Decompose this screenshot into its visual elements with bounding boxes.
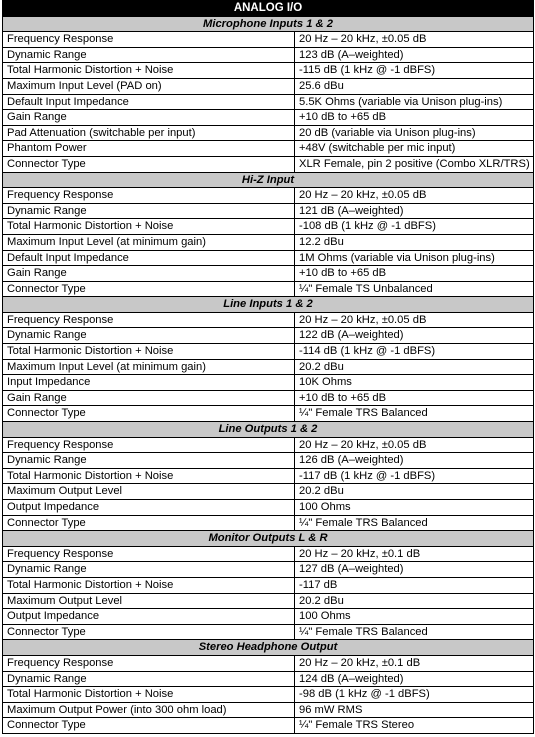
spec-value: -117 dB	[295, 577, 534, 593]
spec-label: Frequency Response	[3, 312, 295, 328]
spec-value: 12.2 dBu	[295, 234, 534, 250]
table-row	[3, 110, 534, 126]
spec-label: Total Harmonic Distortion + Noise	[3, 219, 295, 235]
spec-label: Default Input Impedance	[3, 250, 295, 266]
spec-label: Dynamic Range	[3, 453, 295, 469]
section-header-row	[3, 297, 534, 313]
table-row	[3, 577, 534, 593]
table-row	[3, 344, 534, 360]
table-row	[3, 250, 534, 266]
spec-value: ¼" Female TS Unbalanced	[295, 281, 534, 297]
spec-value: 25.6 dBu	[295, 78, 534, 94]
table-row	[3, 359, 534, 375]
spec-label: Phantom Power	[3, 141, 295, 157]
table-row	[3, 203, 534, 219]
spec-label: Frequency Response	[3, 188, 295, 204]
table-row	[3, 468, 534, 484]
spec-label: Dynamic Range	[3, 328, 295, 344]
spec-label: Maximum Output Level	[3, 593, 295, 609]
spec-label: Output Impedance	[3, 500, 295, 516]
table-row	[3, 702, 534, 718]
section-title: Microphone Inputs 1 & 2	[3, 16, 534, 32]
spec-label: Dynamic Range	[3, 47, 295, 63]
spec-value: ¼" Female TRS Stereo	[295, 718, 534, 734]
spec-label: Total Harmonic Distortion + Noise	[3, 344, 295, 360]
spec-label: Gain Range	[3, 266, 295, 282]
spec-label: Frequency Response	[3, 32, 295, 48]
spec-value: 20 Hz – 20 kHz, ±0.05 dB	[295, 188, 534, 204]
spec-label: Maximum Output Power (into 300 ohm load)	[3, 702, 295, 718]
spec-value: +10 dB to +65 dB	[295, 110, 534, 126]
spec-label: Gain Range	[3, 110, 295, 126]
spec-value: +10 dB to +65 dB	[295, 266, 534, 282]
spec-value: 5.5K Ohms (variable via Unison plug-ins)	[295, 94, 534, 110]
spec-value: 127 dB (A–weighted)	[295, 562, 534, 578]
table-row	[3, 624, 534, 640]
section-title: Line Outputs 1 & 2	[3, 422, 534, 438]
spec-value: 20.2 dBu	[295, 593, 534, 609]
table-row	[3, 515, 534, 531]
section-header-row	[3, 172, 534, 188]
spec-label: Gain Range	[3, 390, 295, 406]
spec-label: Frequency Response	[3, 437, 295, 453]
section-header-row	[3, 422, 534, 438]
table-row	[3, 437, 534, 453]
spec-value: 20.2 dBu	[295, 484, 534, 500]
spec-label: Frequency Response	[3, 655, 295, 671]
section-title: Stereo Headphone Output	[3, 640, 534, 656]
section-header-row	[3, 640, 534, 656]
table-row	[3, 312, 534, 328]
spec-value: -114 dB (1 kHz @ -1 dBFS)	[295, 344, 534, 360]
spec-label: Default Input Impedance	[3, 94, 295, 110]
spec-label: Pad Attenuation (switchable per input)	[3, 125, 295, 141]
spec-value: +48V (switchable per mic input)	[295, 141, 534, 157]
table-row	[3, 281, 534, 297]
spec-value: -117 dB (1 kHz @ -1 dBFS)	[295, 468, 534, 484]
spec-label: Connector Type	[3, 515, 295, 531]
spec-label: Connector Type	[3, 718, 295, 734]
spec-value: 20 Hz – 20 kHz, ±0.05 dB	[295, 312, 534, 328]
spec-value: 123 dB (A–weighted)	[295, 47, 534, 63]
spec-label: Maximum Output Level	[3, 484, 295, 500]
section-header-row	[3, 16, 534, 32]
table-row	[3, 390, 534, 406]
spec-value: -115 dB (1 kHz @ -1 dBFS)	[295, 63, 534, 79]
spec-value: 100 Ohms	[295, 609, 534, 625]
spec-label: Total Harmonic Distortion + Noise	[3, 687, 295, 703]
table-title-row	[3, 1, 534, 17]
spec-body	[3, 16, 534, 733]
table-row	[3, 141, 534, 157]
spec-sheet	[2, 0, 533, 734]
table-row	[3, 78, 534, 94]
table-row	[3, 266, 534, 282]
spec-label: Maximum Input Level (at minimum gain)	[3, 234, 295, 250]
table-row	[3, 47, 534, 63]
spec-label: Total Harmonic Distortion + Noise	[3, 63, 295, 79]
table-row	[3, 406, 534, 422]
table-row	[3, 609, 534, 625]
spec-label: Connector Type	[3, 624, 295, 640]
table-row	[3, 546, 534, 562]
section-title: Monitor Outputs L & R	[3, 531, 534, 547]
spec-value: 126 dB (A–weighted)	[295, 453, 534, 469]
spec-label: Input Impedance	[3, 375, 295, 391]
spec-value: 121 dB (A–weighted)	[295, 203, 534, 219]
spec-label: Total Harmonic Distortion + Noise	[3, 577, 295, 593]
spec-value: 20 Hz – 20 kHz, ±0.1 dB	[295, 655, 534, 671]
spec-label: Dynamic Range	[3, 203, 295, 219]
spec-label: Dynamic Range	[3, 671, 295, 687]
table-row	[3, 32, 534, 48]
spec-label: Connector Type	[3, 406, 295, 422]
table-row	[3, 500, 534, 516]
table-row	[3, 328, 534, 344]
spec-label: Total Harmonic Distortion + Noise	[3, 468, 295, 484]
spec-value: +10 dB to +65 dB	[295, 390, 534, 406]
table-row	[3, 562, 534, 578]
table-row	[3, 219, 534, 235]
section-title: Hi-Z Input	[3, 172, 534, 188]
table-row	[3, 188, 534, 204]
spec-value: 10K Ohms	[295, 375, 534, 391]
spec-label: Connector Type	[3, 281, 295, 297]
spec-value: 20.2 dBu	[295, 359, 534, 375]
section-header-row	[3, 531, 534, 547]
table-row	[3, 593, 534, 609]
table-row	[3, 671, 534, 687]
spec-value: 122 dB (A–weighted)	[295, 328, 534, 344]
spec-value: ¼" Female TRS Balanced	[295, 624, 534, 640]
spec-value: ¼" Female TRS Balanced	[295, 515, 534, 531]
spec-value: 1M Ohms (variable via Unison plug-ins)	[295, 250, 534, 266]
table-row	[3, 687, 534, 703]
spec-value: 20 Hz – 20 kHz, ±0.05 dB	[295, 437, 534, 453]
spec-value: -108 dB (1 kHz @ -1 dBFS)	[295, 219, 534, 235]
spec-label: Output Impedance	[3, 609, 295, 625]
analog-io-spec-table	[2, 0, 534, 734]
table-row	[3, 484, 534, 500]
spec-value: 20 dB (variable via Unison plug-ins)	[295, 125, 534, 141]
table-row	[3, 234, 534, 250]
spec-value: 96 mW RMS	[295, 702, 534, 718]
table-row	[3, 94, 534, 110]
spec-value: 20 Hz – 20 kHz, ±0.05 dB	[295, 32, 534, 48]
spec-value: -98 dB (1 kHz @ -1 dBFS)	[295, 687, 534, 703]
table-title: ANALOG I/O	[3, 1, 534, 17]
spec-value: ¼" Female TRS Balanced	[295, 406, 534, 422]
spec-label: Maximum Input Level (at minimum gain)	[3, 359, 295, 375]
spec-label: Frequency Response	[3, 546, 295, 562]
spec-value: XLR Female, pin 2 positive (Combo XLR/TRS)	[295, 156, 534, 172]
table-row	[3, 156, 534, 172]
spec-value: 124 dB (A–weighted)	[295, 671, 534, 687]
table-row	[3, 63, 534, 79]
spec-value: 20 Hz – 20 kHz, ±0.1 dB	[295, 546, 534, 562]
section-title: Line Inputs 1 & 2	[3, 297, 534, 313]
table-row	[3, 375, 534, 391]
table-row	[3, 453, 534, 469]
spec-label: Dynamic Range	[3, 562, 295, 578]
spec-value: 100 Ohms	[295, 500, 534, 516]
spec-label: Maximum Input Level (PAD on)	[3, 78, 295, 94]
table-row	[3, 655, 534, 671]
table-row	[3, 125, 534, 141]
table-row	[3, 718, 534, 734]
spec-label: Connector Type	[3, 156, 295, 172]
